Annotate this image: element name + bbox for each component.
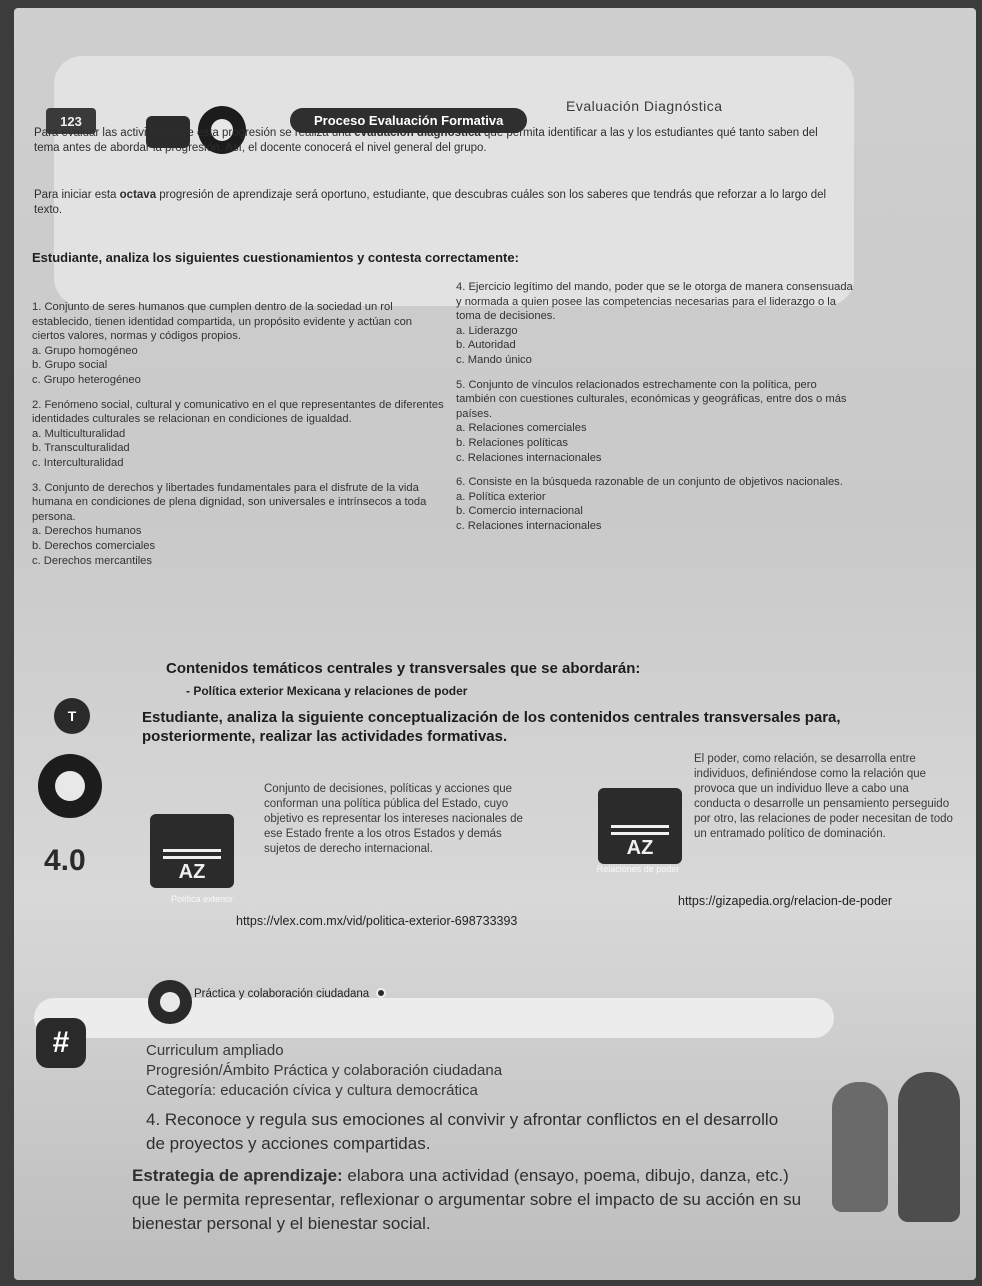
icon-caption-poder: Relaciones de poder [596, 864, 680, 874]
question-option[interactable]: a. Multiculturalidad [32, 427, 126, 440]
hashtag-icon: # [36, 1018, 86, 1068]
clock-icon: T [54, 698, 90, 734]
contents-title: Contenidos temáticos centrales y transversales que se abordarán: [166, 660, 641, 677]
person-icon [38, 754, 102, 818]
question-option[interactable]: c. Relaciones internacionales [456, 451, 602, 464]
student-writing-icon [898, 1072, 960, 1222]
question-1: 1. Conjunto de seres humanos que cumplen dentro de la sociedad un rol establecido, tienen identidad compartida, un propósito evidente y actúan con ciertos valores, normas y códigos propios. a. Grupo homogéneo b. Grupo social c. Grupo heterogéneo [32, 300, 444, 388]
intro-paragraph-2: Para iniciar esta octava progresión de aprendizaje será oportuno, estudiante, que descubras cuáles son los saberes que tendrás que reforzar a lo largo del texto. [34, 189, 827, 216]
student-reading-icon [832, 1082, 888, 1212]
question-4: 4. Ejercicio legítimo del mando, poder que se le otorga de manera consensuada y normada a quien posee las competencias necesarias para el liderazgo o la toma de decisiones. a. Liderazgo b. Autoridad c. Mando único [456, 280, 856, 368]
question-option[interactable]: b. Relaciones políticas [456, 436, 568, 449]
question-option[interactable]: b. Transculturalidad [32, 442, 130, 455]
question-option[interactable]: b. Comercio internacional [456, 505, 583, 518]
section-number: 4.0 [44, 844, 86, 877]
question-option[interactable]: b. Autoridad [456, 339, 516, 352]
definition-politica-exterior: Conjunto de decisiones, políticas y acciones que conforman una política pública del Estado, cuyo objetivo es representar los intereses nacionales de ese Estado frente a los otros Estados y demás sujetos de derecho internacional. [264, 783, 523, 855]
dictionary-icon: AZ [150, 814, 234, 888]
learning-goal: 4. Reconoce y regula sus emociones al convivir y afrontar conflictos en el desarrollo de proyectos y acciones compartidas. [146, 1110, 779, 1153]
questions-left [32, 300, 444, 568]
question-2: 2. Fenómeno social, cultural y comunicativo en el que representantes de diferentes identidades culturales se relacionan en condiciones de igualdad. a. Multiculturalidad b. Transculturalidad c. Interculturalidad [32, 398, 444, 469]
contents-item: - Política exterior Mexicana y relaciones de poder [186, 684, 468, 698]
question-option[interactable]: a. Relaciones comerciales [456, 422, 587, 435]
question-5: 5. Conjunto de vínculos relacionados estrechamente con la política, pero también con cuestiones culturales, económicas y geográficas, entre dos o más países. a. Relaciones comerciales b. Relaciones políticas c. Relaciones internacionales [456, 378, 856, 466]
contents-instruction: Estudiante, analiza la siguiente conceptualización de los contenidos centrales transversales para, posteriormente, realizar las actividades formativas. [142, 709, 841, 745]
icon-caption-politica: Política exterior [170, 894, 234, 904]
definition-relaciones-poder: El poder, como relación, se desarrolla entre individuos, definiéndose como la relación que provoca que un individuo lleve a cabo una conducta o desarrolle un pensamiento perseguido por otro, las relaciones de poder necesitan de todo un entramado político de dominación. [694, 753, 953, 840]
question-option[interactable]: c. Interculturalidad [32, 456, 124, 469]
progression-label: Progresión/Ámbito Práctica y colaboración ciudadana [146, 1062, 503, 1079]
question-option[interactable]: a. Liderazgo [456, 324, 518, 337]
questions-right [456, 280, 856, 534]
url-politica-exterior[interactable]: https://vlex.com.mx/vid/politica-exterior-698733393 [236, 914, 518, 928]
header-band [54, 56, 854, 306]
practice-label: Práctica y colaboración ciudadana [194, 988, 370, 1000]
dictionary-icon: AZ [598, 788, 682, 864]
intro-paragraph: Para evaluar las actividades de esta progresión se realiza una evaluación diagnóstica que permita identificar a las y los estudiantes qué tanto saben del tema antes de abordar la progresión. Así, el docente conocerá el nivel general del grupo. [34, 127, 818, 154]
learning-strategy: Estrategia de aprendizaje: elabora una actividad (ensayo, poema, dibujo, danza, etc.) que le permita representar, reflexionar o argumentar sobre el impacto de su acción en su bienestar personal y el bienestar social. [132, 1166, 802, 1233]
question-option[interactable]: c. Relaciones internacionales [456, 519, 602, 532]
diagnostic-label: Evaluación Diagnóstica [566, 98, 723, 114]
question-3: 3. Conjunto de derechos y libertades fundamentales para el disfrute de la vida humana en condiciones de plena dignidad, son universales e intrínsecos a toda persona. a. Derechos humanos b. Derechos comerciales c. Derechos mercantiles [32, 481, 444, 569]
question-option[interactable]: a. Grupo homogéneo [32, 344, 138, 357]
question-option[interactable]: c. Grupo heterogéneo [32, 373, 141, 386]
question-option[interactable]: a. Derechos humanos [32, 525, 142, 538]
people-icon [148, 980, 192, 1024]
bullet-dot-icon [376, 988, 386, 998]
number-badge: 123 [46, 108, 96, 134]
question-option[interactable]: a. Política exterior [456, 490, 546, 503]
question-6: 6. Consiste en la búsqueda razonable de un conjunto de objetivos nacionales. a. Política exterior b. Comercio internacional c. Relaciones internacionales [456, 475, 856, 533]
question-option[interactable]: b. Grupo social [32, 359, 108, 372]
question-option[interactable]: c. Mando único [456, 353, 532, 366]
questions-instruction: Estudiante, analiza los siguientes cuestionamientos y contesta correctamente: [32, 250, 519, 265]
students-illustration [824, 1068, 974, 1238]
question-option[interactable]: c. Derechos mercantiles [32, 554, 152, 567]
curriculum-label: Curriculum ampliado [146, 1042, 284, 1059]
category-label: Categoría: educación cívica y cultura democrática [146, 1082, 478, 1099]
question-option[interactable]: b. Derechos comerciales [32, 539, 156, 552]
formative-label: Proceso Evaluación Formativa [290, 108, 527, 133]
book-page [14, 8, 976, 1280]
url-relaciones-poder[interactable]: https://gizapedia.org/relacion-de-poder [678, 894, 893, 908]
